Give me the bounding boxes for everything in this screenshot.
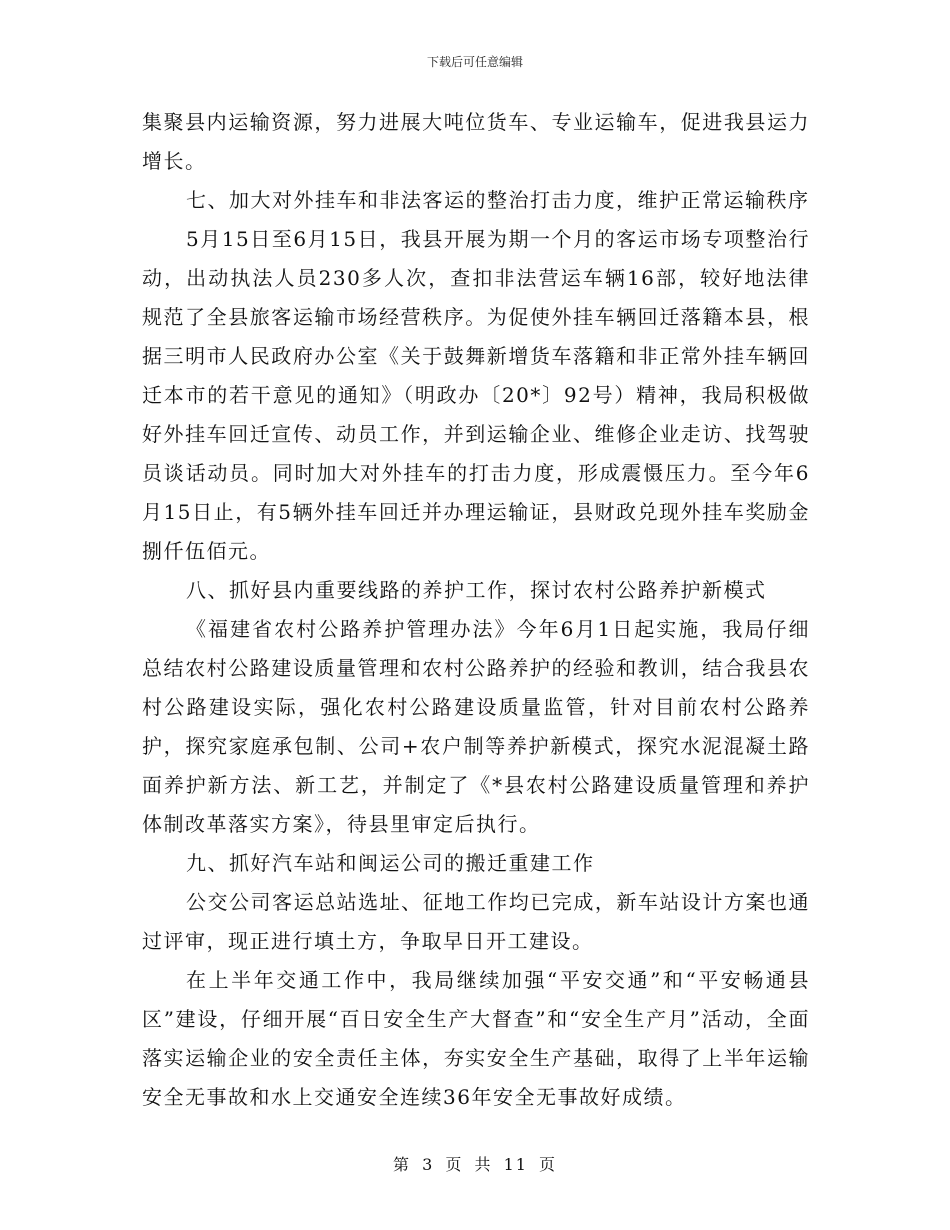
section-heading-7: 七、加大对外挂车和非法客运的整治打击力度，维护正常运输秩序 xyxy=(186,188,810,212)
page-footer xyxy=(0,1154,950,1176)
footer-total-prefix: 共 xyxy=(474,1155,493,1174)
section-heading-8: 八、抓好县内重要线路的养护工作，探讨农村公路养护新模式 xyxy=(186,578,767,602)
section-heading-9: 九、抓好汽车站和闽运公司的搬迁重建工作 xyxy=(186,851,595,875)
paragraph-section-9: 公交公司客运总站选址、征地工作均已完成，新车站设计方案也通过评审，现正进行填土方，争取早日开工建设。 xyxy=(142,890,810,953)
paragraph-summary: 在上半年交通工作中，我局继续加强“平安交通”和“平安畅通县区”建设，仔细开展“百日安全生产大督查”和“安全生产月”活动，全面落实运输企业的安全责任主体，夯实安全生产基础，取得了上半年运输安全无事故和水上交通安全连续36年安全无事故好成绩。 xyxy=(142,968,810,1109)
document-body xyxy=(142,103,810,1117)
paragraph-section-7: 5月15日至6月15日，我县开展为期一个月的客运市场专项整治行动，出动执法人员230多人次，查扣非法营运车辆16部，较好地法律规范了全县旅客运输市场经营秩序。为促使外挂车辆回迁落籍本县，根据三明市人民政府办公室《关于鼓舞新增货车落籍和非正常外挂车辆回迁本市的若干意见的通知》（明政办〔20*〕92号）精神，我局积极做好外挂车回迁宣传、动员工作，并到运输企业、维修企业走访、找驾驶员谈话动员。同时加大对外挂车的打击力度，形成震慑压力。至今年6月15日止，有5辆外挂车回迁并办理运输证，县财政兑现外挂车奖励金捌仟伍佰元。 xyxy=(142,227,810,563)
paragraph-continuation: 集聚县内运输资源，努力进展大吨位货车、专业运输车，促进我县运力增长。 xyxy=(142,110,810,173)
footer-page-number: 3 xyxy=(422,1155,435,1174)
footer-prefix: 第 xyxy=(392,1155,411,1174)
paragraph-section-8: 《福建省农村公路养护管理办法》今年6月1日起实施，我局仔细总结农村公路建设质量管理和农村公路养护的经验和教训，结合我县农村公路建设实际，强化农村公路建设质量监管，针对目前农村公路养护，探究家庭承包制、公司+农户制等养护新模式，探究水泥混凝土路面养护新方法、新工艺，并制定了《*县农村公路建设质量管理和养护体制改革落实方案》，待县里审定后执行。 xyxy=(142,617,810,836)
footer-page-unit: 页 xyxy=(445,1155,464,1174)
footer-total-pages: 11 xyxy=(503,1155,528,1174)
page-header: 下载后可任意编辑 xyxy=(426,55,523,69)
footer-total-unit: 页 xyxy=(539,1155,558,1174)
